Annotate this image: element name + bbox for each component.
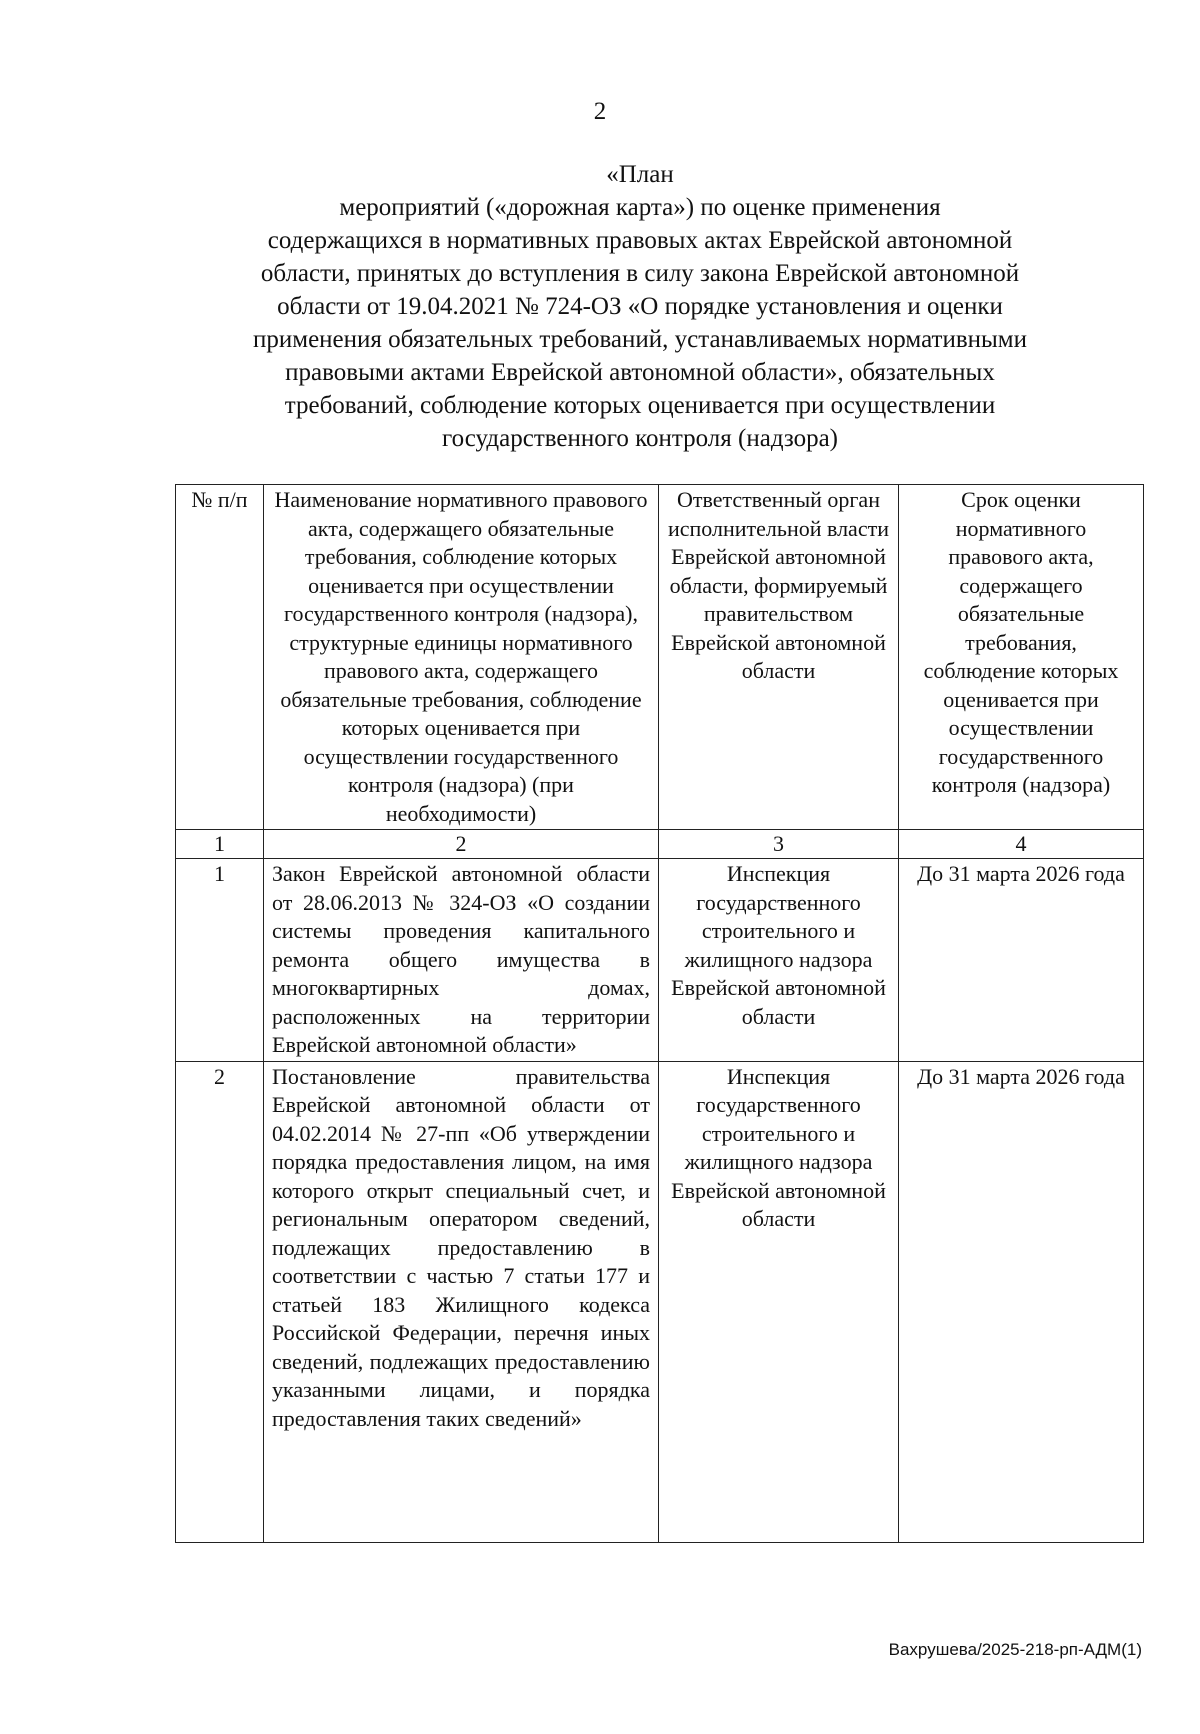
column-number: 1 — [176, 830, 264, 859]
column-number-row — [176, 830, 1144, 859]
header-num: № п/п — [176, 485, 264, 830]
row-act-name: Закон Еврейской автономной области от 28.06.2013 № 324-ОЗ «О создании системы проведения капитального ремонта общего имущества в многоквартирных домах, расположенных на территории Еврейской автономной области» — [264, 859, 659, 1062]
row-act-name: Постановление правительства Еврейской автономной области от 04.02.2014 № 27-пп «Об утверждении порядка предоставления лицом, на имя которого открыт специальный счет, и региональным оператором сведений, подлежащих предоставлению в соответствии с частью 7 статьи 177 и статьей 183 Жилищного кодекса Российской Федерации, перечня иных сведений, подлежащих предоставлению указанными лицами, и порядка предоставления таких сведений» — [264, 1061, 659, 1542]
row-org: Инспекция государственного строительного и жилищного надзора Еврейской автономной области — [659, 859, 899, 1062]
header-term: Срок оценки нормативного правового акта, содержащего обязательные требования, соблюдение которых оценивается при осуществлении государственного контроля (надзора) — [899, 485, 1144, 830]
row-term: До 31 марта 2026 года — [899, 859, 1144, 1062]
title-line: области, принятых до вступления в силу закона Еврейской автономной — [260, 260, 1020, 287]
column-number: 2 — [264, 830, 659, 859]
header-org: Ответственный орган исполнительной власти Еврейской автономной области, формируемый правительством Еврейской автономной области — [659, 485, 899, 830]
table-header-row — [176, 485, 1144, 830]
header-name: Наименование нормативного правового акта, содержащего обязательные требования, соблюдение которых оценивается при осуществлении государственного контроля (надзора), структурные единицы нормативного правового акта, содержащего обязательные требования, соблюдение которых оценивается при осуществлении государственного контроля (надзора) (при необходимости) — [264, 485, 659, 830]
title-line: мероприятий («дорожная карта») по оценке применения — [339, 194, 941, 221]
page-number: 2 — [593, 98, 607, 125]
column-number: 4 — [899, 830, 1144, 859]
document-code: Вахрушева/2025-218-рп-АДМ(1) — [888, 1640, 1142, 1659]
row-num: 2 — [176, 1061, 264, 1542]
row-num: 1 — [176, 859, 264, 1062]
title-line: области от 19.04.2021 № 724-ОЗ «О порядке установления и оценки — [277, 293, 1003, 320]
title-line: содержащихся в нормативных правовых актах Еврейской автономной — [267, 227, 1013, 254]
title-heading: «План — [606, 161, 674, 188]
row-term: До 31 марта 2026 года — [899, 1061, 1144, 1542]
document-title — [150, 158, 1130, 455]
row-org: Инспекция государственного строительного и жилищного надзора Еврейской автономной области — [659, 1061, 899, 1542]
table-row — [176, 1061, 1144, 1542]
table-row — [176, 859, 1144, 1062]
title-line: правовыми актами Еврейской автономной области», обязательных — [285, 359, 995, 386]
title-line: требований, соблюдение которых оценивается при осуществлении — [284, 392, 996, 419]
title-line: государственного контроля (надзора) — [441, 425, 839, 452]
column-number: 3 — [659, 830, 899, 859]
title-line: применения обязательных требований, устанавливаемых нормативными — [253, 326, 1027, 353]
plan-table — [175, 484, 1144, 1543]
